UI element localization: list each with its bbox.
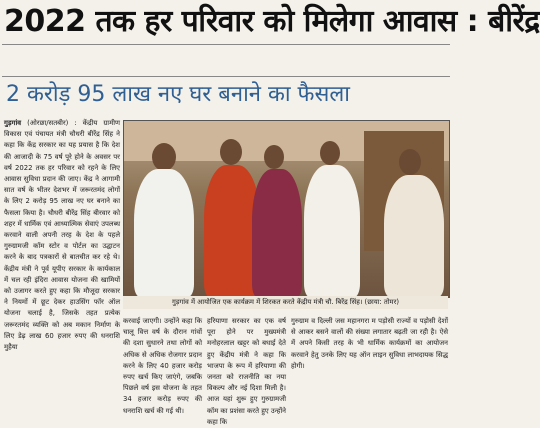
- subheadline: 2 करोड़ 95 लाख नए घर बनाने का फैसला: [6, 82, 351, 107]
- article-column-3: हरियाणा सरकार का एक वर्ष पूरा होने पर मुख्यमंत्री मनोहरलाल खट्टर को बधाई देते हुए केंद्रीय मंत्री ने कहा कि भाजपा के रूप में हरियाणा की जनता को राजनीति का नया विकल्प और नई दिशा मिली है। आज यहां शुरू हुए गुरुग्रामजी कॉम का प्रशंसा करते हुए उन्होंने कहा कि: [207, 317, 286, 426]
- photo-caption: गुड़गांव में आयोजित एक कार्यक्रम में शिरकत करते केंद्रीय मंत्री चौ. बिरेंद्र सिंह। (छाया: तोमर): [123, 296, 448, 309]
- dateline: गुड़गांव: [4, 119, 22, 127]
- news-photo: [123, 120, 450, 298]
- column-1-text: (ओरछा/सतबीर) : केंद्रीय ग्रामीण विकास एवं पंचायत मंत्री चौधरी बीरेंद्र सिंह ने कहा कि केंद्र सरकार का यह प्रयास है कि देश की आजादी के 75 वर्ष पूरे होने के अवसर पर वर्ष 2022 तक हर परिवार को रहने के लिए आवास सुविधा प्रदान की जाए। केंद्र ने आगामी सात वर्ष के भीतर देशभर में जरूरतमंद लोगों के लिए 2 करोड़ 95 लाख नए घर बनाने का फैसला किया है। चौधरी बीरेंद्र सिंह बीरवार को शहर में धार्मिक एवं आध्यात्मिक सेवाएं उपलब्ध करवाने वाली अपनी तरह के देश के पहले गुरुग्रामजी कॉम स्टोर व पोर्टल का उद्घाटन करने के बाद पत्रकारों से बातचीत कर रहे थे। केंद्रीय मंत्री ने पूर्व यूपीए सरकार के कार्यकाल में चल रही इंदिरा आवास योजना की खामियों को उजागर करते हुए कहा कि मौजूदा सरकार ने नियमों में छूट देकर हाउसिंग फॉर ऑल योजना चलाई है, जिसके तहत प्रत्येक जरूरतमंद व्यक्ति को अब मकान निर्माण के लिए डेढ़ लाख 60 हजार रुपए की धनराशि मुहैया: [4, 119, 120, 352]
- headline: 2022 तक हर परिवार को मिलेगा आवास : बीरेंद्र: [4, 4, 540, 39]
- article-column-1: [4, 118, 120, 408]
- article-column-4: गुरुग्राम व दिल्ली जस महानगरा म पड़ोसी राज्यों व पड़ोसी देशों से आकर बसने वालों की संख्या लगातार बढ़ती जा रही है। ऐसे में अपने किसी तरह के भी धार्मिक कार्यक्रमों का आयोजन करवाने हेतु उनके लिए यह ऑन लाइन सुविधा लाभदायक सिद्ध होगी।: [291, 317, 448, 370]
- rule-top: [2, 44, 450, 45]
- rule-mid: [2, 76, 450, 77]
- article-column-2: करवाई जाएगी। उन्होंने कहा कि चालू वित्त वर्ष के दौरान गांवों की दशा सुधारने तथा लोगों को अधिक से अधिक रोजगार प्रदान करने के लिए 40 हजार करोड़ रुपए खर्च किए जाएंगे, जबकि पिछले वर्ष इस योजना के तहत 34 हजार करोड़ रुपए की धनराशि खर्च की गई थी।: [123, 317, 202, 415]
